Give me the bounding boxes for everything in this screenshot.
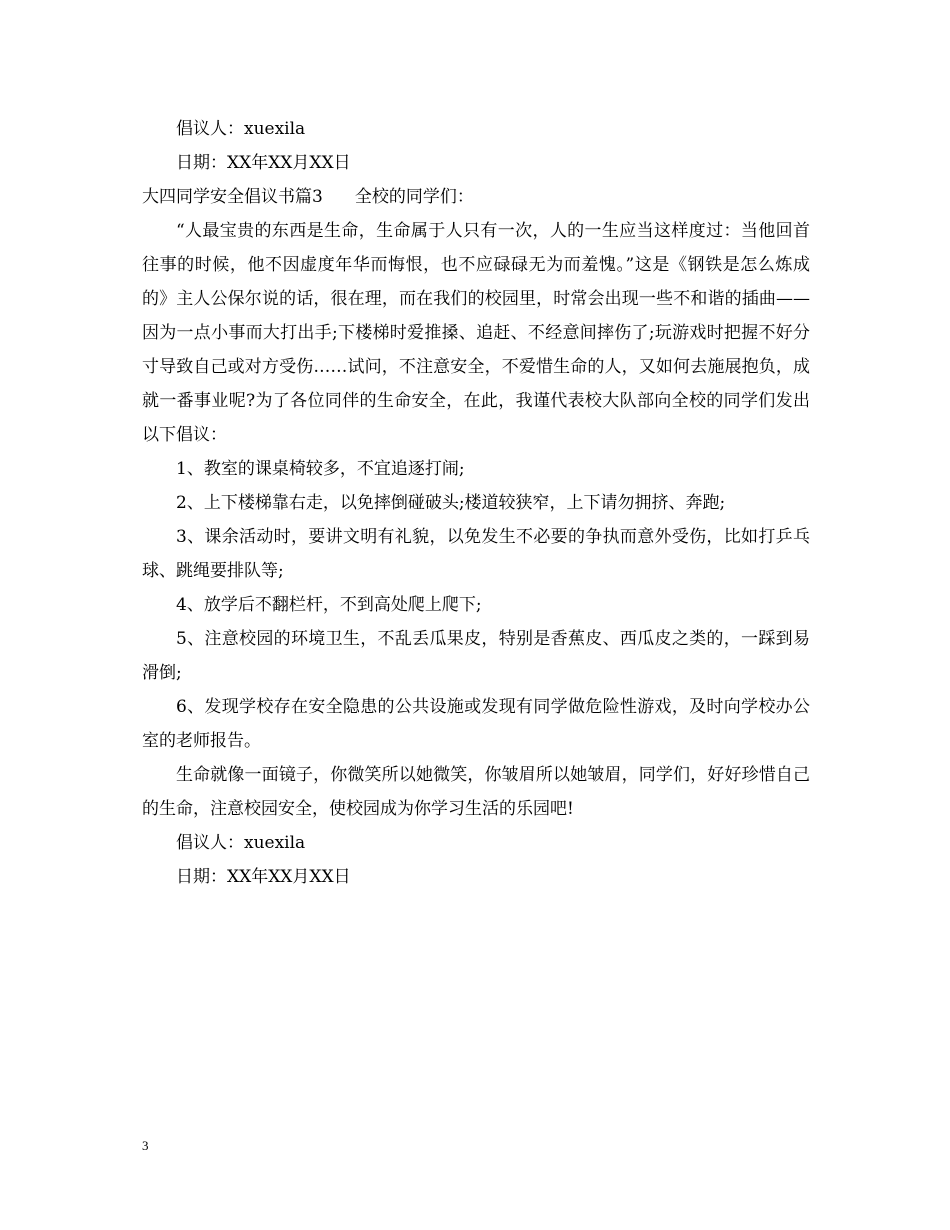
list-item-5: 5、注意校园的环境卫生，不乱丢瓜果皮，特别是香蕉皮、西瓜皮之类的，一踩到易滑倒;: [142, 629, 810, 683]
bottom-date: 日期：XX年XX月XX日: [176, 867, 351, 887]
top-date: 日期：XX年XX月XX日: [176, 153, 351, 173]
list-item-6: 6、发现学校存在安全隐患的公共设施或发现有同学做危险性游戏，及时向学校办公室的老师报告。: [142, 697, 810, 751]
bottom-proposer: 倡议人：xuexila: [176, 833, 306, 853]
closing-paragraph: 生命就像一面镜子，你微笑所以她微笑，你皱眉所以她皱眉，同学们，好好珍惜自己的生命，注意校园安全，使校园成为你学习生活的乐园吧!: [142, 765, 810, 819]
page-number: 3: [142, 1138, 149, 1153]
list-item-4: 4、放学后不翻栏杆，不到高处爬上爬下;: [176, 595, 482, 615]
top-proposer: 倡议人：xuexila: [176, 119, 306, 139]
intro-paragraph: “人最宝贵的东西是生命，生命属于人只有一次，人的一生应当这样度过：当他回首往事的时候，他不因虚度年华而悔恨，也不应碌碌无为而羞愧。”这是《钢铁是怎么炼成的》主人公保尔说的话，很在理，而在我们的校园里，时常会出现一些不和谐的插曲——因为一点小事而大打出手;下楼梯时爱推搡、追赶、不经意间摔伤了;玩游戏时把握不好分寸导致自己或对方受伤……试问，不注意安全，不爱惜生命的人，又如何去施展抱负，成就一番事业呢?为了各位同伴的生命安全，在此，我谨代表校大队部向全校的同学们发出以下倡议：: [142, 221, 810, 445]
list-item-1: 1、教室的课桌椅较多，不宜追逐打闹;: [176, 459, 465, 479]
document-body: [142, 112, 810, 894]
salutation: 全校的同学们：: [354, 187, 474, 207]
section-title: 大四同学安全倡议书篇3: [142, 187, 323, 207]
section-heading-row: [142, 180, 810, 214]
list-item-2: 2、上下楼梯靠右走，以免摔倒碰破头;楼道较狭窄，上下请勿拥挤、奔跑;: [176, 493, 726, 513]
list-item-3: 3、课余活动时，要讲文明有礼貌，以免发生不必要的争执而意外受伤，比如打乒乓球、跳绳要排队等;: [142, 527, 810, 581]
